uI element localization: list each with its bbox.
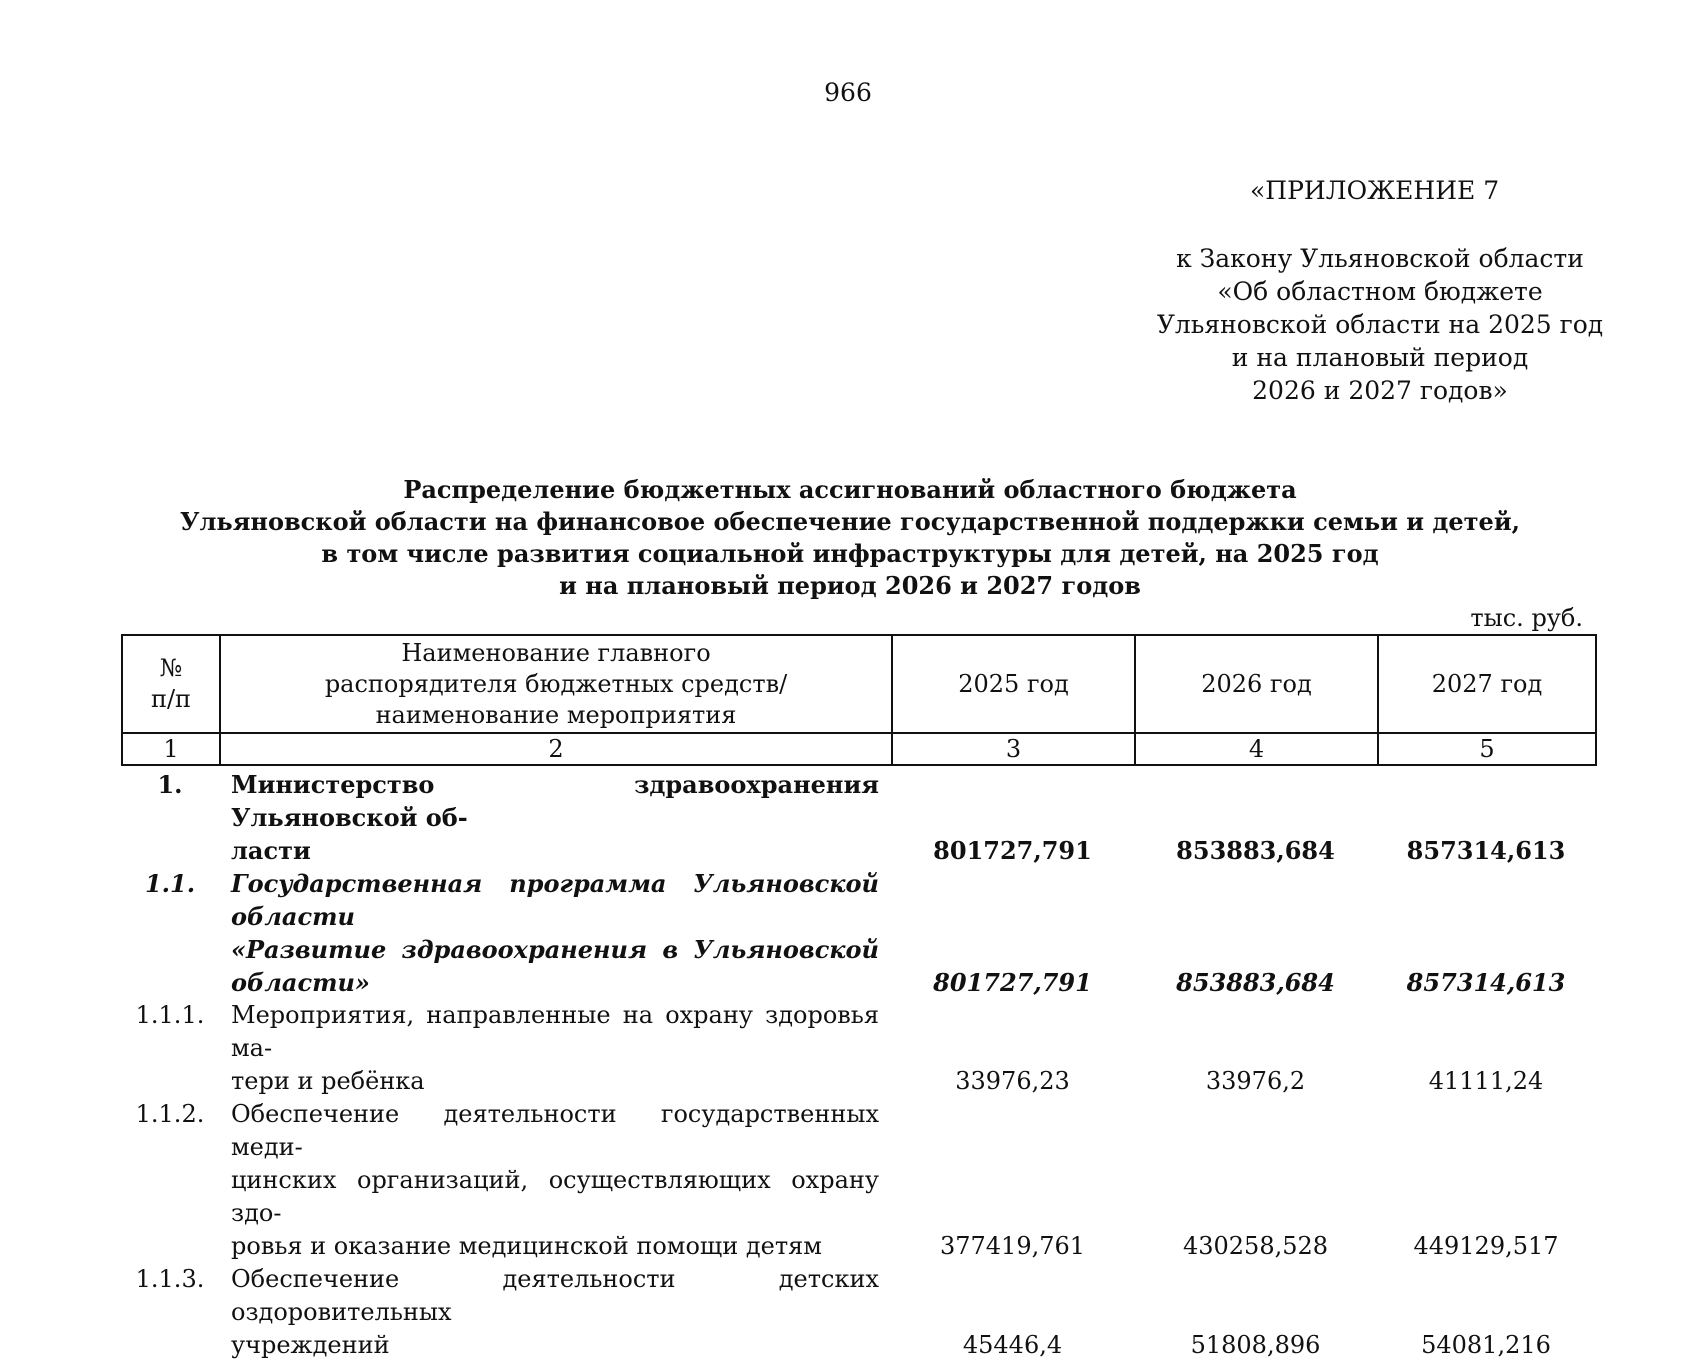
- table-row: [121, 867, 1595, 999]
- row-name-line: ровья и оказание медицинской помощи детям: [231, 1232, 822, 1260]
- table-row: [121, 768, 1595, 867]
- row-value-2025: 801727,791: [933, 836, 1092, 865]
- page-number: 966: [824, 78, 872, 107]
- title-line: Распределение бюджетных ассигнований областного бюджета: [403, 475, 1297, 504]
- annex-law-line: Ульяновской области на 2025 год: [1156, 310, 1604, 339]
- column-number: 3: [892, 733, 1135, 765]
- row-value-2025: 33976,23: [955, 1067, 1070, 1095]
- row-name-line: «Развитие здравоохранения в Ульяновской области»: [231, 935, 879, 997]
- row-value-2027: 449129,517: [1413, 1232, 1559, 1260]
- row-value-2027: 54081,216: [1421, 1331, 1551, 1359]
- row-name-line: Обеспечение деятельности государственных меди-: [231, 1100, 879, 1161]
- row-num: 1.1.3.: [135, 1265, 205, 1293]
- header-num-line: №: [159, 654, 183, 682]
- row-value-2026: 853883,684: [1176, 968, 1335, 997]
- row-value-2026: 430258,528: [1182, 1232, 1329, 1260]
- header-2027: 2027 год: [1378, 635, 1596, 733]
- row-name: [219, 768, 891, 867]
- annex-title: «ПРИЛОЖЕНИЕ 7: [1250, 176, 1500, 205]
- annex-law-line: и на плановый период: [1231, 343, 1529, 372]
- title-line: и на плановый период 2026 и 2027 годов: [559, 571, 1141, 600]
- title-line: в том числе развития социальной инфраструктуры для детей, на 2025 год: [321, 539, 1379, 568]
- row-name: [219, 999, 891, 1098]
- header-name-line: наименование мероприятия: [375, 700, 737, 729]
- annex-law-line: «Об областном бюджете: [1217, 277, 1543, 306]
- row-value-2026: 33976,2: [1205, 1067, 1306, 1095]
- document-title: [100, 474, 1600, 602]
- annex-law-line: 2026 и 2027 годов»: [1252, 376, 1508, 405]
- row-name: [219, 867, 891, 999]
- title-line: Ульяновской области на финансовое обеспечение государственной поддержки семьи и детей,: [180, 507, 1520, 536]
- header-2026: 2026 год: [1135, 635, 1378, 733]
- row-value-2027: 857314,613: [1406, 968, 1566, 997]
- table-row: [121, 1263, 1595, 1362]
- table-body: [121, 768, 1595, 1362]
- header-name-line: Наименование главного: [401, 638, 711, 667]
- column-number-row: [122, 733, 1596, 765]
- row-name-line: цинских организаций, осуществляющих охрану здо-: [231, 1166, 879, 1227]
- table-header: [121, 634, 1597, 766]
- header-name: [220, 635, 892, 733]
- column-number: 5: [1378, 733, 1596, 765]
- header-name-line: распорядителя бюджетных средств/: [324, 669, 788, 698]
- header-2025: 2025 год: [892, 635, 1135, 733]
- row-value-2025: 45446,4: [962, 1331, 1063, 1359]
- row-value-2025: 801727,791: [933, 968, 1092, 997]
- row-name-line: Обеспечение деятельности детских оздоровительных: [231, 1265, 879, 1326]
- row-name: [219, 1098, 891, 1263]
- table-row: [121, 999, 1595, 1098]
- header-num-line: п/п: [150, 685, 192, 713]
- row-name-line: учреждений: [231, 1331, 390, 1359]
- row-value-2027: 41111,24: [1428, 1067, 1544, 1095]
- column-number: 2: [220, 733, 892, 765]
- row-name: [219, 1263, 891, 1362]
- annex-law-line: к Закону Ульяновской области: [1176, 244, 1584, 273]
- row-name-line: Мероприятия, направленные на охрану здоровья ма-: [231, 1001, 879, 1062]
- column-number: 1: [122, 733, 220, 765]
- row-name-line: Государственная программа Ульяновской области: [231, 869, 879, 931]
- row-name-line: тери и ребёнка: [231, 1067, 425, 1095]
- row-num: 1.: [157, 770, 183, 799]
- annex-law-reference: [1140, 242, 1620, 407]
- column-number: 4: [1135, 733, 1378, 765]
- row-value-2026: 853883,684: [1176, 836, 1335, 865]
- table-row: [121, 1098, 1595, 1263]
- unit-label: тыс. руб.: [1470, 604, 1583, 632]
- header-num: [122, 635, 220, 733]
- row-name-line: ласти: [231, 836, 311, 865]
- row-value-2026: 51808,896: [1190, 1331, 1321, 1359]
- row-value-2027: 857314,613: [1406, 836, 1566, 865]
- header-row: [122, 635, 1596, 733]
- row-num: 1.1.1.: [135, 1001, 205, 1029]
- row-num: 1.1.: [144, 869, 196, 898]
- row-name-line: Министерство здравоохранения Ульяновской об-: [231, 770, 879, 832]
- row-value-2025: 377419,761: [939, 1232, 1086, 1260]
- row-num: 1.1.2.: [135, 1100, 205, 1128]
